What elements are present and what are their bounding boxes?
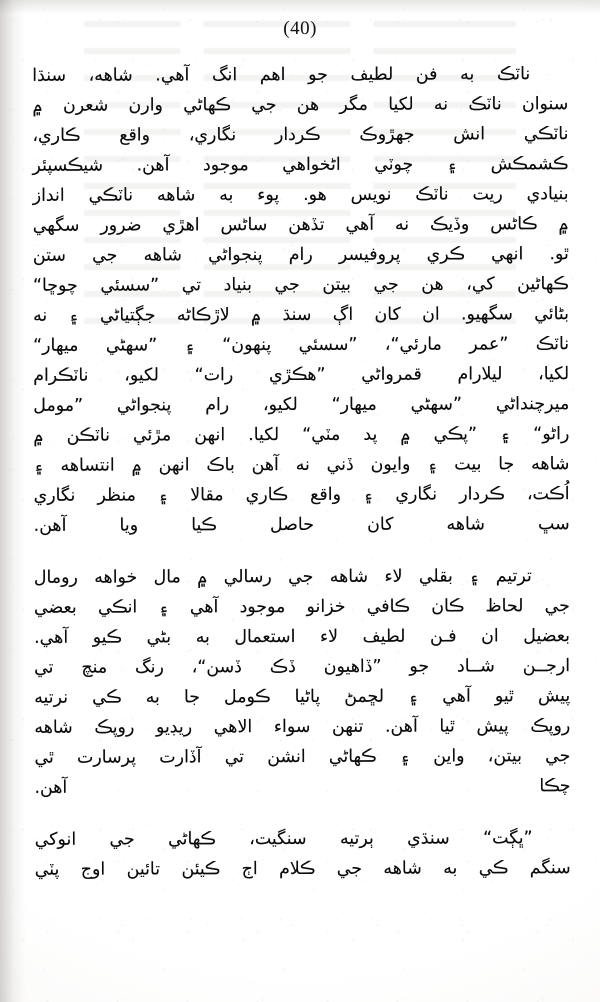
text-word: آهن <box>251 455 279 476</box>
text-word: شاهه <box>34 717 73 738</box>
text-word: کي، <box>466 274 495 295</box>
text-word: سنڌا <box>32 65 67 86</box>
text-word: راڻو“ <box>533 424 570 445</box>
text-word: لکيا. <box>248 425 280 446</box>
text-word: جهڙوڪ <box>359 124 415 145</box>
text-word: ٿيا <box>439 716 455 737</box>
text-word: سگهيو. <box>460 304 513 325</box>
text-word: ۽ <box>184 335 195 356</box>
text-word: مال <box>153 567 181 588</box>
text-word: وڏيڪ <box>429 214 470 235</box>
text-word: شاهه <box>143 245 182 266</box>
text-word: آهي <box>345 214 375 235</box>
text-word: ۽ <box>446 154 458 175</box>
text-word: هن <box>296 94 320 116</box>
text-word: ان <box>481 626 499 647</box>
text-word: ريت <box>472 184 503 205</box>
text-word: جي <box>109 829 135 850</box>
text-word: ان <box>422 304 440 325</box>
text-word: موجود <box>239 597 286 618</box>
text-word: به <box>195 627 210 648</box>
text-word: ۽ <box>427 454 438 475</box>
text-word: رام <box>205 395 230 416</box>
text-word: شاهه، <box>88 65 133 86</box>
text-word: ۽ <box>399 746 411 767</box>
text-word: ناٽڪن <box>66 425 110 446</box>
text-word: نگاري، <box>188 125 237 146</box>
text-line: سڀ شاهه کان حاصل ڪيا ويا آهن. <box>33 514 570 536</box>
text-word: تي <box>34 657 54 678</box>
text-word: آڏارت <box>159 747 202 768</box>
text-word: نگاري <box>395 484 438 505</box>
text-word: لطيف <box>350 64 394 85</box>
text-word: پنجواڻي <box>208 245 263 266</box>
text-word: جي <box>288 566 314 588</box>
text-word: ڪهاڻي <box>328 746 377 767</box>
text-word: قمرواڻي <box>361 364 422 385</box>
text-word: ۽ <box>469 566 480 587</box>
text-word: لطيف <box>362 626 406 647</box>
text-word: هن <box>421 274 444 295</box>
text-word: رسالي <box>223 567 272 588</box>
text-word: مٽي“ <box>302 424 341 445</box>
text-word: بڻي <box>146 627 172 648</box>
text-word: ڪافي <box>366 596 411 617</box>
text-word: ڪومل <box>223 687 271 708</box>
text-word: ڪاري، <box>32 125 81 146</box>
text-word: پاڻيا <box>294 686 321 708</box>
text-word: ۾ <box>400 424 411 445</box>
text-word: بقلي <box>418 566 453 587</box>
text-line <box>33 179 569 211</box>
text-word: ”مومل <box>33 395 84 416</box>
text-line <box>34 479 570 511</box>
text-word: پيش <box>476 716 509 737</box>
text-word: ڏڪ <box>269 657 296 678</box>
text-word: ٿو. <box>549 244 569 265</box>
text-word: ٿي <box>34 747 54 768</box>
text-word: ميهار“ <box>33 335 79 356</box>
text-line <box>33 449 569 481</box>
text-word: انوکي <box>34 829 77 850</box>
text-word: ترتيم <box>495 566 532 587</box>
text-word: ۾ <box>32 95 43 116</box>
text-word: سواء <box>273 716 311 738</box>
text-word: رات“ <box>194 365 234 386</box>
text-line <box>33 359 569 391</box>
paragraph-spacer <box>34 545 570 563</box>
text-word: چوڇا“ <box>32 275 78 296</box>
text-word: آهي. <box>34 627 69 648</box>
text-word: نه <box>33 305 48 326</box>
text-word: انهن <box>158 455 190 476</box>
text-word: چوٽي <box>374 154 414 175</box>
text-word: لکيا، <box>538 364 570 385</box>
text-word: خواهه <box>94 567 138 588</box>
text-word: ناٽڪ <box>468 94 502 115</box>
text-word: ۾ <box>558 214 569 235</box>
text-word: لکيو، <box>124 365 159 386</box>
text-word: ناٽڪي <box>88 185 134 206</box>
text-word: ساڻس <box>220 215 268 236</box>
top-edge-shadow <box>0 0 600 14</box>
text-line <box>34 621 570 653</box>
text-word: ارجــن <box>522 656 571 677</box>
text-word: ناٽڪ <box>496 64 531 85</box>
text-word: ڪيو <box>92 627 123 648</box>
text-word: جي <box>545 746 571 767</box>
text-word: استعمال <box>234 627 296 648</box>
text-word: ٿيو <box>494 686 514 707</box>
text-word: اُڪت، <box>526 484 570 505</box>
text-word: بيتن <box>322 274 351 295</box>
text-word: ”سسئي <box>100 275 160 296</box>
text-word: فن <box>415 64 438 85</box>
body-paragraph <box>34 561 571 803</box>
text-line <box>34 561 570 593</box>
text-word: ليلارام <box>457 364 503 385</box>
text-word: منچ <box>81 657 108 678</box>
text-word: نه <box>433 94 449 115</box>
text-word: بعضيل <box>523 626 571 647</box>
text-word: واقع <box>310 484 342 505</box>
text-word: الاهي <box>213 717 253 738</box>
text-word: ڪاڻس <box>490 214 538 235</box>
text-word: ڪهاڻي <box>168 829 216 850</box>
text-word: ٻرتيه <box>339 828 374 849</box>
text-line <box>32 119 568 151</box>
text-word: به <box>460 64 475 85</box>
text-word: واقع <box>119 125 151 146</box>
text-word: پيش <box>537 686 571 707</box>
text-word: تي <box>181 275 202 296</box>
text-word: بڻائي <box>534 304 570 325</box>
text-word: هو. <box>303 184 327 205</box>
text-word: تڏهن <box>288 214 325 236</box>
text-word: سگهي <box>32 215 80 236</box>
text-word: مگر <box>339 94 368 115</box>
text-word: ناٽڪ <box>535 334 570 355</box>
text-word: لڇمڻ <box>344 686 385 707</box>
body-paragraph <box>32 59 570 541</box>
text-line <box>34 711 570 743</box>
text-word: ناٽڪ <box>415 184 449 205</box>
text-word: شيڪسپئر <box>32 155 104 176</box>
text-word: ۾ <box>33 425 44 446</box>
text-word: انتساهه <box>60 455 115 476</box>
text-word: آهن. <box>384 716 418 737</box>
text-word: ۾ <box>197 567 208 588</box>
text-word: مڙئي <box>132 425 172 446</box>
text-word: واين <box>433 746 465 767</box>
text-word: لحاظ <box>485 596 524 617</box>
text-word: جي <box>274 275 300 296</box>
text-line <box>34 741 570 773</box>
text-word: جو <box>308 64 328 85</box>
text-word: شــاد <box>456 656 495 677</box>
text-word: سنڌي <box>407 828 450 849</box>
text-word: جا <box>183 687 201 708</box>
text-word: جو <box>409 656 430 677</box>
text-word: فـن <box>429 626 457 647</box>
text-word: پروفيسر <box>338 244 401 265</box>
text-word: انشن <box>267 746 306 768</box>
text-word: انهن <box>194 425 226 446</box>
text-word: ۾ <box>131 455 142 476</box>
text-word: سنگيت، <box>249 828 307 850</box>
text-word: ”سسئي <box>298 334 358 356</box>
text-word: پنهون“ <box>222 335 272 356</box>
text-word: نرتيه <box>34 687 69 708</box>
text-word: نه <box>295 454 310 476</box>
text-word: ريڊيو <box>155 717 193 738</box>
text-word: ڪان <box>431 596 465 617</box>
text-word: بعضي <box>33 597 77 618</box>
text-word: اڻخواهي <box>282 154 341 176</box>
text-word: جڳتياڻي <box>99 305 156 326</box>
text-line <box>32 89 568 121</box>
text-word: انداز <box>32 185 65 206</box>
text-word: ”هڪڙي <box>268 364 326 386</box>
text-word: ۽ <box>33 455 44 476</box>
text-word: لاڙڪاڻه <box>176 305 230 326</box>
text-line <box>32 149 568 181</box>
text-word: ڏسن“، <box>191 657 242 678</box>
text-word: ضرور <box>100 215 142 236</box>
text-line: چڪا آهن. <box>34 776 571 798</box>
text-line: سنگم ڪي به شاهه جي ڪلام اڄ ڪيئن تائين اوج پٽي <box>34 858 571 880</box>
text-word: ۽ <box>363 484 374 505</box>
text-line <box>33 329 569 361</box>
text-word: به <box>145 687 160 708</box>
text-word: ”عمر <box>469 334 509 355</box>
text-word: ستن <box>32 245 66 266</box>
text-word: پوء <box>257 185 280 206</box>
paragraph-spacer <box>35 807 571 825</box>
text-word: وايون <box>370 454 411 475</box>
text-word: سنوان <box>521 94 569 115</box>
text-word: اڳ <box>332 304 354 325</box>
text-line <box>33 299 569 331</box>
text-line <box>32 59 568 91</box>
gutter-shadow <box>0 0 26 1002</box>
text-word: ميهار“ <box>331 394 377 415</box>
text-word: نه <box>394 214 410 235</box>
text-word: ڪي <box>92 687 122 708</box>
text-word: لاء <box>319 626 339 647</box>
text-word: وارن <box>128 95 163 116</box>
text-word: ناٽڪرام <box>33 365 89 386</box>
text-line <box>34 681 570 713</box>
text-word: جي <box>92 245 118 266</box>
text-word: انڪي <box>97 597 138 618</box>
text-word: ”ڀڳت“ <box>483 828 533 849</box>
text-word: کان <box>374 304 401 325</box>
text-word: اهڙي <box>162 215 200 236</box>
text-word: سنڌ <box>282 304 312 326</box>
text-word: بنيادي <box>526 184 569 205</box>
text-word: ناٽڪي <box>523 124 569 145</box>
text-word: جا <box>498 454 515 475</box>
text-word: ڏني <box>326 454 354 475</box>
text-word: جي <box>373 274 399 295</box>
text-word: ۽ <box>157 485 169 506</box>
text-line <box>34 651 570 683</box>
text-word: تي <box>224 747 245 768</box>
text-word: رام <box>288 244 313 266</box>
text-word: به <box>219 185 234 206</box>
text-word: پد <box>363 424 378 445</box>
text-word: ڪاري <box>245 485 289 506</box>
text-word: انش <box>453 124 486 145</box>
text-word: بنياد <box>223 275 253 296</box>
text-word: پرسارت <box>76 747 137 768</box>
text-word: نگاري <box>33 485 76 506</box>
text-word: ”پڪي <box>433 424 478 445</box>
text-word: آهن. <box>136 155 170 176</box>
text-word: ۽ <box>408 686 419 707</box>
text-word: خزانو <box>306 596 346 617</box>
text-word: منظر <box>97 485 136 506</box>
text-word: موجود <box>202 155 249 176</box>
text-line <box>33 389 569 421</box>
text-line <box>34 591 570 623</box>
text-word: شاهه <box>531 454 570 475</box>
text-word: ۽ <box>158 597 169 618</box>
text-word: لاء <box>384 566 403 587</box>
text-word: ڪردار <box>459 484 505 505</box>
text-line <box>35 823 571 855</box>
text-word: ۾ <box>250 305 262 326</box>
text-word: ”سهڻي <box>410 394 463 415</box>
text-word: رنگ <box>135 657 164 678</box>
text-word: باڪ <box>206 455 235 476</box>
text-word: ڪهاڻي <box>183 95 231 116</box>
text-line <box>33 209 569 241</box>
body-paragraph <box>35 823 571 885</box>
text-word: ”سهڻي <box>105 335 158 356</box>
text-word: انهي <box>491 244 524 265</box>
text-word: تنهن <box>332 716 364 737</box>
text-word: ڪري <box>426 244 465 265</box>
page-number: (40) <box>283 17 317 40</box>
text-line <box>33 419 569 451</box>
text-word: آهي. <box>155 65 190 86</box>
text-word: شاهه <box>329 566 369 587</box>
bleed-line <box>70 48 530 54</box>
text-word: بيت <box>454 454 482 475</box>
text-word: مقالا <box>190 485 224 506</box>
text-word: روپڪ <box>94 717 135 738</box>
text-word: آهي <box>189 597 219 618</box>
text-word: ڪردار <box>274 124 321 146</box>
text-word: ڪشمڪش <box>490 154 569 175</box>
text-word: اهم <box>259 65 286 86</box>
text-word: ۽ <box>500 424 511 445</box>
text-column <box>32 17 571 880</box>
text-line <box>33 239 569 271</box>
text-word: رومال <box>33 567 78 588</box>
text-word: ميرچنداڻي <box>495 394 570 415</box>
text-word: شاهه <box>156 185 196 206</box>
text-word: روپڪ <box>530 716 571 737</box>
text-word: ڪهاڻين <box>517 274 569 295</box>
text-word: انگ <box>211 65 238 86</box>
text-word: جي <box>544 596 570 617</box>
text-word: لکيا <box>388 94 414 115</box>
text-word: لکيو، <box>262 395 298 416</box>
text-word: آهي <box>442 686 471 707</box>
text-word: نويس <box>350 184 392 205</box>
text-word: شعرن <box>62 95 109 116</box>
text-word: جي <box>251 95 277 116</box>
text-word: بيتن، <box>487 746 522 767</box>
text-word: پنجواڻي <box>116 395 172 416</box>
text-word: ”ڏاهيون <box>323 656 382 677</box>
text-line <box>33 269 569 301</box>
text-word: مارئي“، <box>384 334 442 355</box>
text-word: ۽ <box>68 305 79 326</box>
